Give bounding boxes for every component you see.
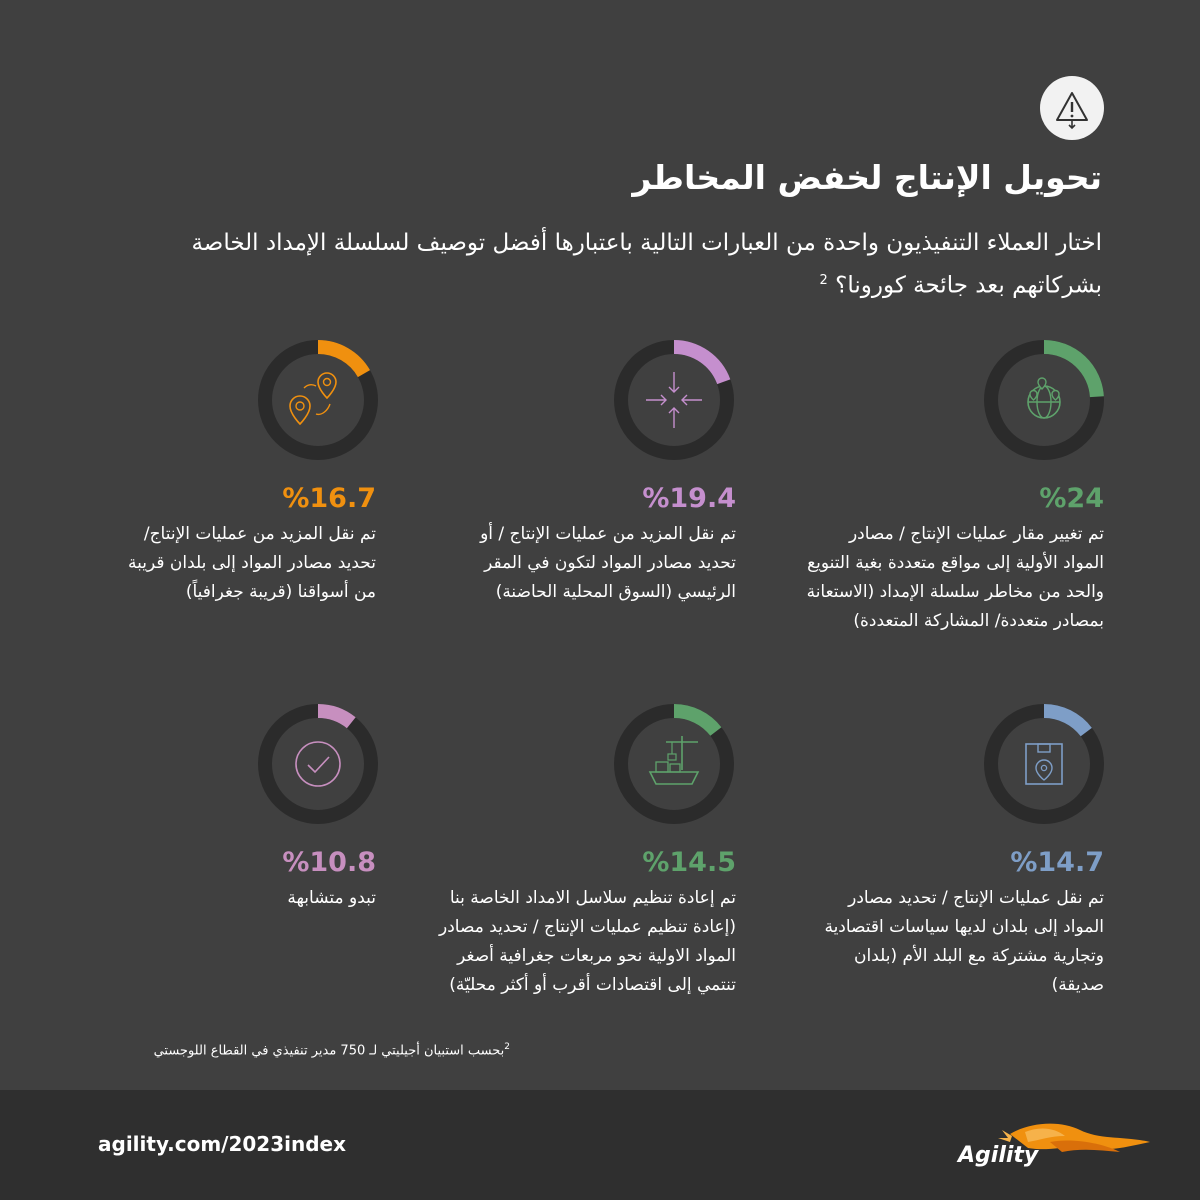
card-converge — [456, 482, 736, 607]
globe-pins-icon — [1028, 378, 1060, 418]
crane-ship-icon — [650, 736, 698, 784]
ring-chart-24 — [982, 338, 1106, 462]
card-globe — [804, 482, 1104, 636]
footnote-ref: 2 — [504, 1042, 510, 1052]
card-percent: %14.5 — [642, 847, 736, 878]
card-description: تم إعادة تنظيم سلاسل الامداد الخاصة بنا (إعادة تنظيم عمليات الإنتاج / تحديد مصادر المواد الاولية نحو مربعات جغرافية أصغر تنتمي إلى اقتصادات أقرب أو أكثر محليّة) — [439, 888, 736, 995]
page-title: تحويل الإنتاج لخفض المخاطر — [632, 158, 1102, 197]
card-percent: %19.4 — [642, 483, 736, 514]
subtitle-text: اختار العملاء التنفيذيون واحدة من العبارات التالية باعتبارها أفضل توصيف لسلسلة الإمداد الخاصة بشركاتهم بعد جائحة كورونا؟ — [191, 230, 1102, 299]
card-crane — [436, 846, 736, 1000]
card-percent: %14.7 — [1010, 847, 1104, 878]
ring-value-arc — [318, 347, 364, 374]
card-check — [116, 846, 376, 913]
check-circle-icon — [296, 742, 340, 786]
agility-logo-text: Agility — [958, 1143, 1039, 1168]
location-pins-icon — [290, 373, 336, 424]
footnote — [0, 1042, 510, 1058]
card-package — [804, 846, 1104, 1000]
ring-value-arc — [674, 711, 716, 732]
card-percent: %16.7 — [282, 483, 376, 514]
ring-chart-14-7 — [982, 702, 1106, 826]
ring-chart-19-4 — [612, 338, 736, 462]
ring-chart-14-5 — [612, 702, 736, 826]
card-percent: %10.8 — [282, 847, 376, 878]
converge-arrows-icon — [646, 372, 702, 428]
ring-track — [265, 711, 371, 817]
subtitle-footnote-ref: 2 — [819, 273, 828, 288]
package-location-icon — [1026, 744, 1062, 784]
warning-icon — [1040, 76, 1104, 140]
page-subtitle — [122, 224, 1102, 305]
footnote-text: بحسب استبيان أجيليتي لـ 750 مدير تنفيذي في القطاع اللوجستي — [153, 1043, 505, 1059]
ring-chart-16-7 — [256, 338, 380, 462]
card-description: تم نقل عمليات الإنتاج / تحديد مصادر المواد إلى بلدان لديها سياسات اقتصادية وتجارية مشتركة مع البلد الأم (بلدان صديقة) — [824, 888, 1104, 995]
card-description: تبدو متشابهة — [287, 888, 376, 908]
ring-value-arc — [674, 347, 724, 382]
footer-url-link[interactable]: agility.com/2023index — [98, 1132, 347, 1156]
ring-value-arc — [1044, 711, 1086, 732]
card-location — [116, 482, 376, 607]
card-percent: %24 — [1039, 483, 1104, 514]
card-description: تم نقل المزيد من عمليات الإنتاج / أو تحديد مصادر المواد لتكون في المقر الرئيسي (السوق المحلية الحاضنة) — [480, 524, 736, 602]
ring-chart-10-8 — [256, 702, 380, 826]
card-description: تم نقل المزيد من عمليات الإنتاج/ تحديد مصادر المواد إلى بلدان قريبة من أسواقنا (قريبة جغرافياً) — [128, 524, 376, 602]
ring-value-arc — [1044, 347, 1097, 397]
card-description: تم تغيير مقار عمليات الإنتاج / مصادر المواد الأولية إلى مواقع متعددة بغية التنويع والحد من مخاطر سلسلة الإمداد (الاستعانة بمصادر متعددة/ المشاركة المتعددة) — [806, 524, 1104, 631]
ring-value-arc — [318, 711, 351, 723]
